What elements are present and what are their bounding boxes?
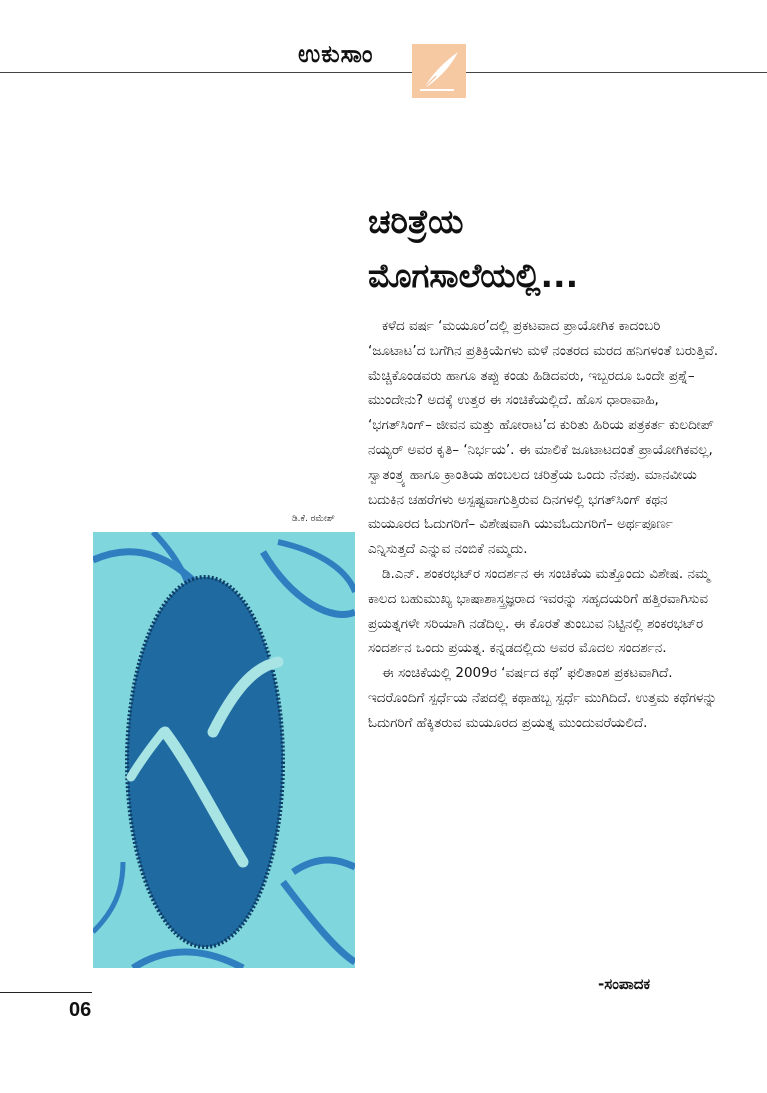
article-paragraph: ಕಳೆದ ವರ್ಷ ‘ಮಯೂರ’ದಲ್ಲಿ ಪ್ರಕಟವಾದ ಪ್ರಾಯೋಗಿಕ ಕಾದಂಬರಿ ‘ಜೂಟಾಟ’ದ ಬಗೆಗಿನ ಪ್ರತಿಕ್ರಿಯೆಗಳು ಮಳೆ ನಂತರದ ಮರದ ಹನಿಗಳಂತೆ ಬರುತ್ತಿವೆ. ಮೆಚ್ಚಿಕೊಂಡವರು ಹಾಗೂ ತಪ್ಪು ಕಂಡು ಹಿಡಿದವರು, ಇಬ್ಬರದೂ ಒಂದೇ ಪ್ರಶ್ನೆ– ಮುಂದೇನು? ಅದಕ್ಕೆ ಉತ್ತರ ಈ ಸಂಚಿಕೆಯಲ್ಲಿದೆ. ಹೊಸ ಧಾರಾವಾಹಿ, ‘ಭಗತ್‌ಸಿಂಗ್– ಜೀವನ ಮತ್ತು ಹೋರಾಟ’ದ ಕುರಿತು ಹಿರಿಯ ಪತ್ರಕರ್ತ ಕುಲದೀಪ್ ನಯ್ಯರ್ ಅವರ ಕೃತಿ– ‘ನಿರ್ಭಯ’. ಈ ಮಾಲಿಕೆ ಜೂಟಾಟದಂತೆ ಪ್ರಾಯೋಗಿಕವಲ್ಲ, ಸ್ವಾತಂತ್ರ್ಯ ಹಾಗೂ ಕ್ರಾಂತಿಯ ಹಂಬಲದ ಚರಿತ್ರೆಯ ಒಂದು ನೆನಪು. ಮಾನವೀಯ ಬದುಕಿನ ಚಹರೆಗಳು ಅಸ್ಪಷ್ಟವಾಗುತ್ತಿರುವ ದಿನಗಳಲ್ಲಿ ಭಗತ್‌ಸಿಂಗ್ ಕಥನ ಮಯೂರದ ಓದುಗರಿಗೆ– ವಿಶೇಷವಾಗಿ ಯುವಓದುಗರಿಗೆ– ಅರ್ಥಪೂರ್ಣ ಎನ್ನಿಸುತ್ತದೆ ಎನ್ನುವ ನಂಬಿಕೆ ನಮ್ಮದು. [368,318,718,558]
editor-signature: -ಸಂಪಾದಕ [598,975,651,993]
abstract-painting [93,532,355,968]
quill-pen-logo [412,44,466,98]
painting-blue-oval [127,577,283,947]
artwork-credit: ಡಿ.ಕೆ. ರಮೇಶ್ [292,514,335,524]
header-rule [0,72,767,73]
headline-line-2: ಮೊಗಸಾಲೆಯಲ್ಲಿ... [368,256,579,295]
article-body [368,314,720,736]
article-paragraph: ಡಿ.ಎನ್. ಶಂಕರಭಟ್‌ರ ಸಂದರ್ಶನ ಈ ಸಂಚಿಕೆಯ ಮತ್ತೊಂದು ವಿಶೇಷ. ನಮ್ಮ ಕಾಲದ ಬಹುಮುಖ್ಯ ಭಾಷಾಶಾಸ್ತ್ರಜ್ಞರಾದ ಇವರನ್ನು ಸಹೃದಯರಿಗೆ ಹತ್ತಿರವಾಗಿಸುವ ಪ್ರಯತ್ನಗಳೇ ಸರಿಯಾಗಿ ನಡೆದಿಲ್ಲ. ಈ ಕೊರತೆ ತುಂಬುವ ನಿಟ್ಟಿನಲ್ಲಿ ಶಂಕರಭಟ್‌ರ ಸಂದರ್ಶನ ಒಂದು ಪ್ರಯತ್ನ. ಕನ್ನಡದಲ್ಲಿದು ಅವರ ಮೊದಲ ಸಂದರ್ಶನ. [368,565,710,657]
quill-pen-icon [412,44,466,98]
page-number: 06 [69,999,92,1021]
footer-rule [0,992,92,993]
headline [368,195,728,303]
header-title: ಉಕುಸಾಂ [298,40,374,68]
article-paragraph: ಈ ಸಂಚಿಕೆಯಲ್ಲಿ 2009ರ ‘ವರ್ಷದ ಕಥೆ’ ಫಲಿತಾಂಶ ಪ್ರಕಟವಾಗಿದೆ. ಇದರೊಂದಿಗೆ ಸ್ಪರ್ಧೆಯ ನೆಪದಲ್ಲಿ ಕಥಾಹಬ್ಬ ಸ್ಪರ್ಧೆ ಮುಗಿದಿದೆ. ಉತ್ತಮ ಕಥೆಗಳನ್ನು ಓದುಗರಿಗೆ ಹೆಕ್ಕಿತರುವ ಮಯೂರದ ಪ್ರಯತ್ನ ಮುಂದುವರೆಯಲಿದೆ. [368,665,718,731]
artwork [93,532,355,968]
headline-line-1: ಚರಿತ್ರೆಯ [368,202,464,241]
